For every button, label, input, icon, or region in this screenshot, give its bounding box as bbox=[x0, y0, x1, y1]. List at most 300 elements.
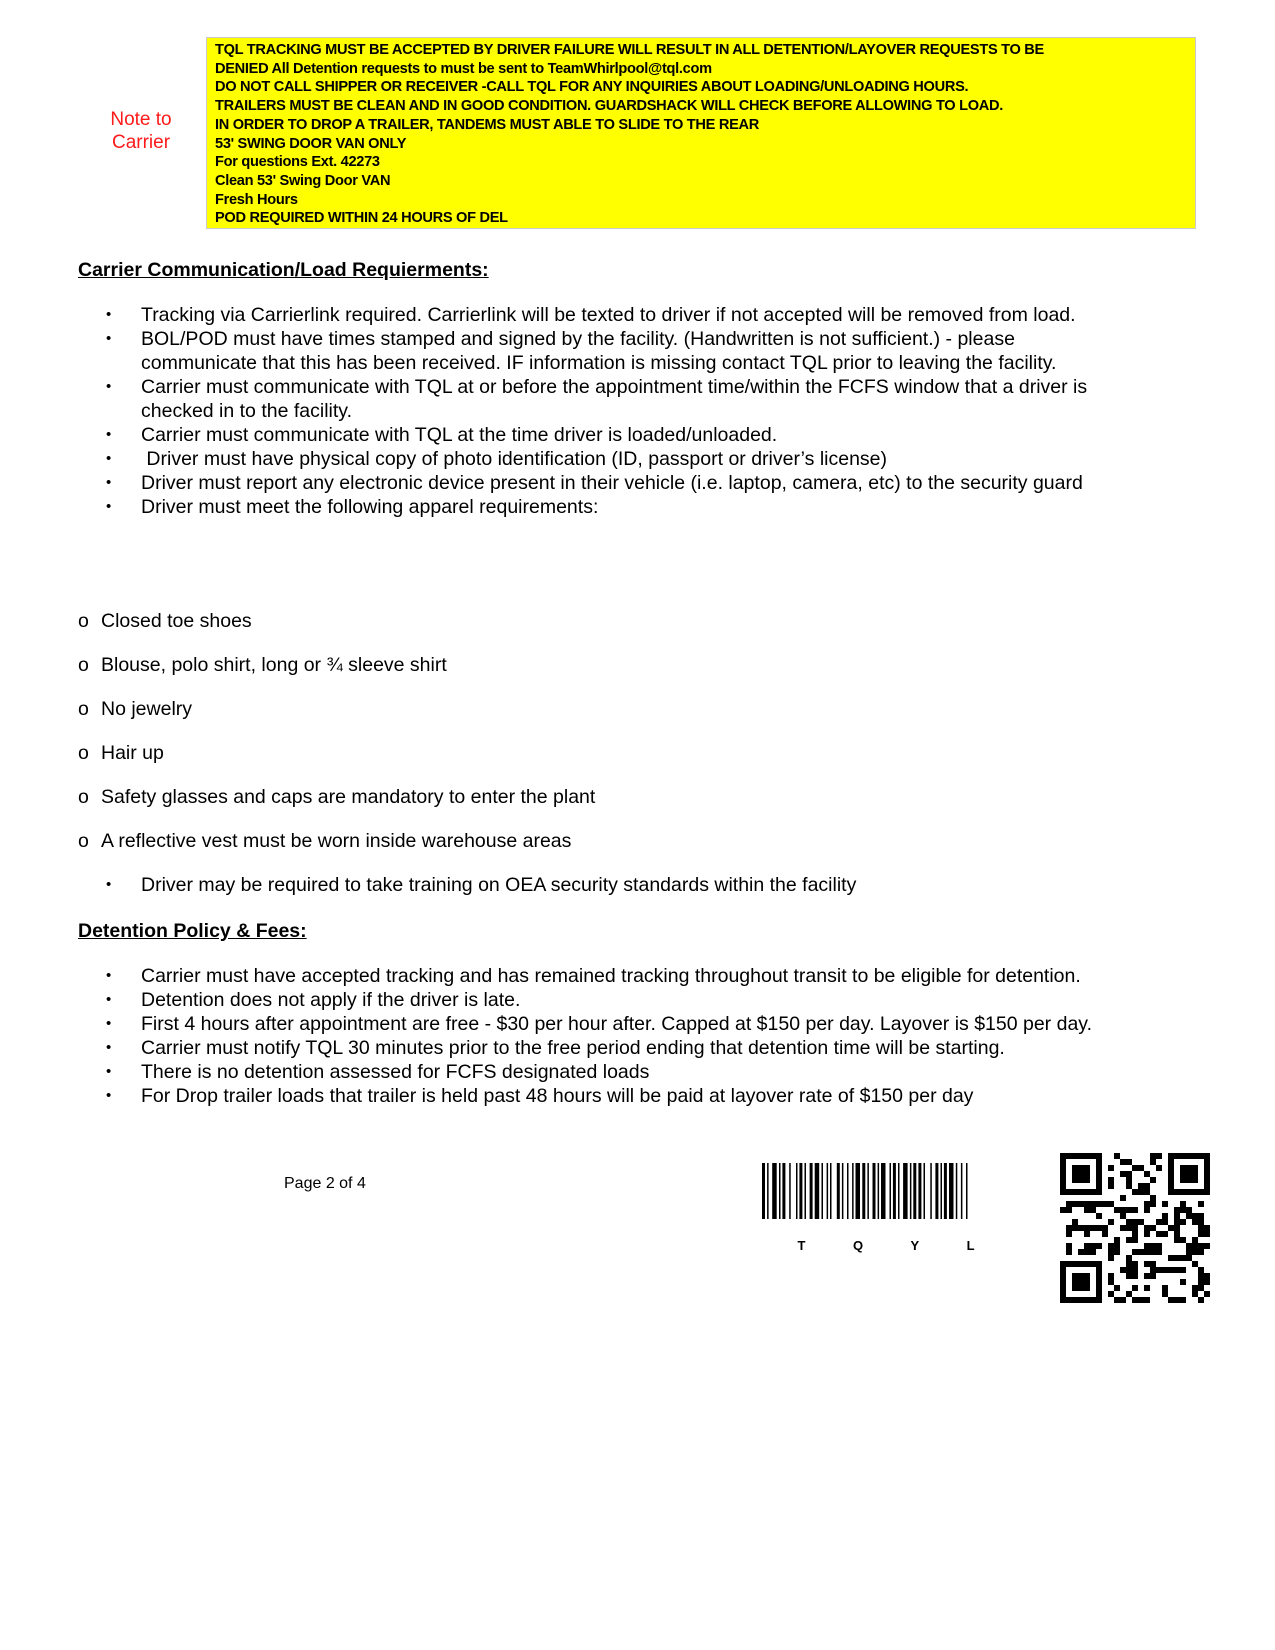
qr-module bbox=[1156, 1249, 1162, 1255]
barcode-bar bbox=[956, 1163, 958, 1219]
qr-module bbox=[1114, 1237, 1120, 1243]
note-line: TRAILERS MUST BE CLEAN AND IN GOOD CONDITION. GUARDSHACK WILL CHECK BEFORE ALLOWING TO LOAD. bbox=[215, 98, 1004, 115]
qr-module bbox=[1144, 1261, 1150, 1267]
qr-module bbox=[1066, 1249, 1072, 1255]
qr-module bbox=[1132, 1249, 1138, 1255]
qr-module bbox=[1150, 1249, 1156, 1255]
barcode-bar bbox=[893, 1163, 896, 1219]
barcode-bar bbox=[852, 1163, 854, 1219]
qr-module bbox=[1132, 1285, 1138, 1291]
qr-module bbox=[1150, 1201, 1156, 1207]
qr-module bbox=[1150, 1267, 1156, 1273]
qr-module bbox=[1156, 1219, 1162, 1225]
qr-module bbox=[1096, 1225, 1102, 1231]
apparel-item-text: No jewelry bbox=[101, 698, 193, 720]
barcode-bar bbox=[815, 1163, 820, 1219]
qr-module bbox=[1114, 1207, 1120, 1213]
qr-module bbox=[1186, 1255, 1192, 1261]
detention-policy-heading: Detention Policy & Fees: bbox=[78, 920, 307, 942]
qr-module bbox=[1066, 1225, 1072, 1231]
qr-module bbox=[1198, 1297, 1204, 1303]
qr-module bbox=[1150, 1261, 1156, 1267]
qr-module bbox=[1168, 1255, 1174, 1261]
list-item-text: There is no detention assessed for FCFS designated loads bbox=[141, 1061, 650, 1083]
qr-module bbox=[1126, 1177, 1132, 1183]
qr-module bbox=[1156, 1153, 1162, 1159]
list-item-text: Carrier must communicate with TQL at the time driver is loaded/unloaded. bbox=[141, 424, 778, 446]
list-item bbox=[100, 1012, 1100, 1036]
apparel-item bbox=[78, 697, 595, 741]
qr-module bbox=[1204, 1225, 1210, 1231]
qr-module bbox=[1120, 1267, 1126, 1273]
qr-module bbox=[1084, 1249, 1090, 1255]
barcode-bar bbox=[827, 1163, 829, 1219]
apparel-item-text: Closed toe shoes bbox=[101, 610, 252, 632]
qr-module bbox=[1126, 1267, 1132, 1273]
qr-module bbox=[1072, 1219, 1078, 1225]
qr-module bbox=[1192, 1243, 1198, 1249]
barcode-bar bbox=[767, 1163, 769, 1219]
qr-module bbox=[1198, 1249, 1204, 1255]
qr-module bbox=[1144, 1183, 1150, 1189]
qr-module bbox=[1096, 1201, 1102, 1207]
qr-module bbox=[1138, 1183, 1144, 1189]
bullet-icon: • bbox=[106, 1015, 112, 1032]
qr-module bbox=[1162, 1201, 1168, 1207]
apparel-item bbox=[78, 609, 595, 653]
barcode-bar bbox=[941, 1163, 943, 1219]
qr-module bbox=[1174, 1231, 1180, 1237]
barcode-bar bbox=[847, 1163, 849, 1219]
qr-module bbox=[1198, 1273, 1204, 1279]
qr-module bbox=[1108, 1201, 1114, 1207]
qr-module bbox=[1126, 1171, 1132, 1177]
qr-module bbox=[1204, 1279, 1210, 1285]
qr-module bbox=[1174, 1297, 1180, 1303]
qr-module bbox=[1180, 1297, 1186, 1303]
qr-module bbox=[1114, 1285, 1120, 1291]
qr-module bbox=[1108, 1183, 1114, 1189]
qr-module bbox=[1204, 1291, 1210, 1297]
qr-module bbox=[1168, 1225, 1174, 1231]
circle-bullet-icon: o bbox=[78, 654, 89, 676]
barcode-bar bbox=[830, 1163, 832, 1219]
qr-module bbox=[1126, 1219, 1132, 1225]
qr-module bbox=[1192, 1261, 1198, 1267]
circle-bullet-icon: o bbox=[78, 786, 89, 808]
bullet-icon: • bbox=[106, 450, 112, 467]
barcode-bar bbox=[856, 1163, 861, 1219]
note-line: DENIED All Detention requests to must be sent to TeamWhirlpool@tql.com bbox=[215, 60, 712, 77]
qr-module bbox=[1108, 1165, 1114, 1171]
note-line: For questions Ext. 42273 bbox=[215, 154, 380, 171]
note-line: IN ORDER TO DROP A TRAILER, TANDEMS MUST ABLE TO SLIDE TO THE REAR bbox=[215, 116, 759, 133]
qr-module bbox=[1174, 1255, 1180, 1261]
barcode-bar bbox=[924, 1163, 926, 1219]
list-item bbox=[100, 327, 1100, 375]
bullet-icon: • bbox=[106, 1039, 112, 1056]
qr-module bbox=[1150, 1159, 1156, 1165]
qr-module bbox=[1180, 1207, 1186, 1213]
barcode-bar bbox=[772, 1163, 777, 1219]
barcode-text: T Q Y L bbox=[797, 1238, 997, 1253]
qr-module bbox=[1144, 1189, 1150, 1195]
qr-module bbox=[1150, 1153, 1156, 1159]
qr-module bbox=[1090, 1249, 1096, 1255]
qr-module bbox=[1060, 1207, 1066, 1213]
qr-module bbox=[1138, 1165, 1144, 1171]
qr-module bbox=[1126, 1291, 1132, 1297]
qr-module bbox=[1108, 1249, 1114, 1255]
qr-module bbox=[1144, 1225, 1150, 1231]
list-item bbox=[100, 495, 1100, 519]
bullet-icon: • bbox=[106, 991, 112, 1008]
list-item bbox=[100, 375, 1100, 423]
detention-policy-list bbox=[100, 964, 1100, 1108]
qr-module bbox=[1066, 1207, 1072, 1213]
qr-module bbox=[1192, 1213, 1198, 1219]
qr-module bbox=[1150, 1273, 1156, 1279]
qr-module bbox=[1144, 1243, 1150, 1249]
qr-module bbox=[1096, 1243, 1102, 1249]
barcode-bar bbox=[862, 1163, 865, 1219]
qr-module bbox=[1120, 1195, 1126, 1201]
qr-module bbox=[1156, 1165, 1162, 1171]
qr-module bbox=[1198, 1285, 1204, 1291]
qr-module bbox=[1072, 1273, 1090, 1291]
qr-module bbox=[1120, 1297, 1126, 1303]
barcode-bar bbox=[949, 1163, 954, 1219]
qr-module bbox=[1180, 1279, 1186, 1285]
note-line: TQL TRACKING MUST BE ACCEPTED BY DRIVER FAILURE WILL RESULT IN ALL DETENTION/LAYOVER REQUESTS TO BE bbox=[215, 42, 1044, 58]
qr-module bbox=[1162, 1291, 1168, 1297]
qr-module bbox=[1192, 1291, 1198, 1297]
qr-module bbox=[1168, 1267, 1174, 1273]
qr-module bbox=[1204, 1243, 1210, 1249]
qr-module bbox=[1144, 1207, 1150, 1213]
qr-module bbox=[1174, 1225, 1180, 1231]
barcode-bar bbox=[918, 1163, 921, 1219]
bullet-icon: • bbox=[106, 378, 112, 395]
qr-module bbox=[1144, 1297, 1150, 1303]
carrier-note-box bbox=[206, 37, 1196, 229]
barcode-bar bbox=[930, 1163, 932, 1219]
qr-module bbox=[1180, 1165, 1198, 1183]
barcode-bar bbox=[935, 1163, 938, 1219]
barcode-bar bbox=[762, 1163, 765, 1219]
qr-module bbox=[1138, 1189, 1144, 1195]
qr-module bbox=[1150, 1243, 1156, 1249]
qr-module bbox=[1180, 1201, 1186, 1207]
list-item bbox=[100, 1060, 1100, 1084]
barcode-bar bbox=[782, 1163, 785, 1219]
qr-module bbox=[1198, 1213, 1204, 1219]
qr-module bbox=[1090, 1225, 1096, 1231]
qr-module bbox=[1150, 1195, 1156, 1201]
bullet-icon: • bbox=[106, 330, 112, 347]
qr-module bbox=[1138, 1219, 1144, 1225]
qr-module bbox=[1132, 1231, 1138, 1237]
qr-module bbox=[1102, 1225, 1108, 1231]
qr-module bbox=[1162, 1219, 1168, 1225]
qr-module bbox=[1084, 1243, 1090, 1249]
circle-bullet-icon: o bbox=[78, 830, 89, 852]
barcode-bar bbox=[961, 1163, 963, 1219]
qr-module bbox=[1162, 1213, 1168, 1219]
qr-module bbox=[1198, 1243, 1204, 1249]
list-item-text: Driver must report any electronic device present in their vehicle (i.e. laptop, camera, etc) to the security guard bbox=[141, 472, 1083, 494]
qr-module bbox=[1126, 1225, 1132, 1231]
qr-module bbox=[1084, 1207, 1090, 1213]
note-line: POD REQUIRED WITHIN 24 HOURS OF DEL bbox=[215, 210, 508, 227]
list-item bbox=[100, 423, 1100, 447]
apparel-item-text: Blouse, polo shirt, long or ¾ sleeve shirt bbox=[101, 654, 447, 676]
bullet-icon: • bbox=[106, 1087, 112, 1104]
qr-module bbox=[1066, 1231, 1072, 1237]
list-item bbox=[100, 988, 1100, 1012]
barcode-bar bbox=[805, 1163, 807, 1219]
qr-module bbox=[1108, 1177, 1114, 1183]
qr-module bbox=[1108, 1243, 1114, 1249]
training-list bbox=[100, 873, 1100, 897]
qr-module bbox=[1108, 1291, 1114, 1297]
qr-module bbox=[1084, 1225, 1090, 1231]
qr-module bbox=[1180, 1267, 1186, 1273]
barcode-bar bbox=[822, 1163, 824, 1219]
barcode-bars bbox=[762, 1163, 968, 1219]
circle-bullet-icon: o bbox=[78, 698, 89, 720]
qr-module bbox=[1108, 1279, 1114, 1285]
qr-module bbox=[1096, 1213, 1102, 1219]
qr-module bbox=[1066, 1201, 1072, 1207]
qr-module bbox=[1120, 1159, 1126, 1165]
qr-module bbox=[1150, 1177, 1156, 1183]
note-to-carrier-label bbox=[96, 108, 186, 154]
note-line: 53' SWING DOOR VAN ONLY bbox=[215, 135, 407, 152]
qr-module bbox=[1192, 1219, 1198, 1225]
page-number: Page 2 of 4 bbox=[284, 1175, 366, 1192]
barcode-bar bbox=[842, 1163, 844, 1219]
qr-module bbox=[1198, 1219, 1204, 1225]
qr-module bbox=[1162, 1285, 1168, 1291]
apparel-item bbox=[78, 785, 595, 829]
list-item bbox=[100, 471, 1100, 495]
qr-module bbox=[1114, 1297, 1120, 1303]
qr-module bbox=[1132, 1297, 1138, 1303]
qr-module bbox=[1126, 1261, 1132, 1267]
qr-module bbox=[1198, 1279, 1204, 1285]
qr-module bbox=[1174, 1237, 1180, 1243]
list-item-text: Driver may be required to take training on OEA security standards within the facility bbox=[141, 874, 857, 896]
list-item-text: Tracking via Carrierlink required. Carrierlink will be texted to driver if not accepted will be removed from load. bbox=[141, 304, 1076, 326]
qr-module bbox=[1078, 1249, 1084, 1255]
qr-module bbox=[1132, 1165, 1138, 1171]
qr-module bbox=[1108, 1219, 1114, 1225]
bullet-icon: • bbox=[106, 474, 112, 491]
barcode-bar bbox=[789, 1163, 791, 1219]
qr-module bbox=[1156, 1267, 1162, 1273]
note-label-line-1: Note to bbox=[110, 109, 172, 130]
circle-bullet-icon: o bbox=[78, 610, 89, 632]
qr-module bbox=[1198, 1231, 1204, 1237]
qr-module bbox=[1138, 1249, 1144, 1255]
qr-module bbox=[1180, 1237, 1186, 1243]
barcode-bar bbox=[898, 1163, 900, 1219]
qr-module bbox=[1144, 1201, 1150, 1207]
qr-module bbox=[1186, 1213, 1192, 1219]
list-item-text: Carrier must communicate with TQL at or before the appointment time/within the FCFS window that a driver is checked in to the facility. bbox=[141, 376, 1088, 422]
barcode-bar bbox=[890, 1163, 892, 1219]
qr-module bbox=[1120, 1171, 1126, 1177]
apparel-requirements-list bbox=[78, 609, 595, 873]
qr-module bbox=[1162, 1267, 1168, 1273]
list-item bbox=[100, 873, 1100, 897]
qr-module bbox=[1144, 1171, 1150, 1177]
qr-module bbox=[1186, 1243, 1192, 1249]
qr-module bbox=[1198, 1267, 1204, 1273]
qr-module bbox=[1126, 1207, 1132, 1213]
qr-module bbox=[1108, 1255, 1114, 1261]
barcode-bar bbox=[873, 1163, 876, 1219]
qr-module bbox=[1198, 1225, 1204, 1231]
barcode bbox=[762, 1163, 1044, 1253]
qr-module bbox=[1132, 1261, 1138, 1267]
qr-module bbox=[1108, 1273, 1114, 1279]
qr-module bbox=[1114, 1243, 1120, 1249]
circle-bullet-icon: o bbox=[78, 742, 89, 764]
qr-module bbox=[1126, 1273, 1132, 1279]
barcode-bar bbox=[867, 1163, 869, 1219]
qr-module bbox=[1126, 1255, 1132, 1261]
barcode-bar bbox=[913, 1163, 916, 1219]
list-item-text: Carrier must notify TQL 30 minutes prior to the free period ending that detention time will be starting. bbox=[141, 1037, 1005, 1059]
list-item bbox=[100, 303, 1100, 327]
barcode-bar bbox=[944, 1163, 947, 1219]
bullet-icon: • bbox=[106, 426, 112, 443]
qr-module bbox=[1072, 1165, 1090, 1183]
qr-module bbox=[1180, 1219, 1186, 1225]
list-item-text: Driver must meet the following apparel requirements: bbox=[141, 496, 599, 518]
list-item bbox=[100, 1036, 1100, 1060]
list-item-text: Carrier must have accepted tracking and has remained tracking throughout transit to be eligible for detention. bbox=[141, 965, 1081, 987]
qr-module bbox=[1132, 1219, 1138, 1225]
qr-module bbox=[1072, 1225, 1078, 1231]
qr-module bbox=[1078, 1225, 1084, 1231]
qr-code bbox=[1060, 1153, 1210, 1303]
qr-module bbox=[1174, 1213, 1180, 1219]
qr-module bbox=[1084, 1231, 1090, 1237]
list-item bbox=[100, 1084, 1100, 1108]
list-item-text: BOL/POD must have times stamped and signed by the facility. (Handwritten is not sufficient.) - please communicate that this has been received. IF information is missing contact TQL prior to leaving the facility. bbox=[141, 328, 1057, 374]
qr-module bbox=[1174, 1267, 1180, 1273]
qr-module bbox=[1144, 1231, 1150, 1237]
note-line: Fresh Hours bbox=[215, 191, 298, 208]
bullet-icon: • bbox=[106, 876, 112, 893]
list-item bbox=[100, 447, 1100, 471]
barcode-bar bbox=[796, 1163, 798, 1219]
qr-module bbox=[1126, 1183, 1132, 1189]
qr-module bbox=[1174, 1219, 1180, 1225]
qr-module bbox=[1132, 1225, 1138, 1231]
list-item-text: Driver must have physical copy of photo identification (ID, passport or driver’s license) bbox=[141, 448, 888, 470]
qr-module bbox=[1150, 1225, 1156, 1231]
apparel-item-text: A reflective vest must be worn inside warehouse areas bbox=[101, 830, 572, 852]
qr-module bbox=[1156, 1231, 1162, 1237]
barcode-bar bbox=[903, 1163, 908, 1219]
barcode-bar bbox=[810, 1163, 813, 1219]
qr-module bbox=[1138, 1297, 1144, 1303]
list-item bbox=[100, 964, 1100, 988]
qr-module bbox=[1114, 1249, 1120, 1255]
qr-module bbox=[1126, 1237, 1132, 1243]
qr-module bbox=[1132, 1207, 1138, 1213]
barcode-bar bbox=[837, 1163, 840, 1219]
apparel-item-text: Safety glasses and caps are mandatory to enter the plant bbox=[101, 786, 596, 808]
qr-module bbox=[1192, 1249, 1198, 1255]
qr-module bbox=[1192, 1285, 1198, 1291]
bullet-icon: • bbox=[106, 967, 112, 984]
qr-module bbox=[1186, 1207, 1192, 1213]
qr-modules bbox=[1060, 1153, 1210, 1303]
qr-module bbox=[1198, 1201, 1204, 1207]
note-line: Clean 53' Swing Door VAN bbox=[215, 172, 391, 189]
qr-module bbox=[1066, 1243, 1072, 1249]
qr-module bbox=[1120, 1207, 1126, 1213]
qr-module bbox=[1144, 1249, 1150, 1255]
carrier-requirements-heading: Carrier Communication/Load Requierments: bbox=[78, 259, 489, 281]
qr-module bbox=[1174, 1207, 1180, 1213]
barcode-bar bbox=[878, 1163, 880, 1219]
note-label-line-2: Carrier bbox=[111, 132, 171, 153]
barcode-bar bbox=[779, 1163, 781, 1219]
list-item-text: For Drop trailer loads that trailer is held past 48 hours will be paid at layover rate of $150 per day bbox=[141, 1085, 974, 1107]
qr-module bbox=[1078, 1201, 1084, 1207]
qr-module bbox=[1204, 1231, 1210, 1237]
qr-module bbox=[1204, 1273, 1210, 1279]
qr-module bbox=[1132, 1267, 1138, 1273]
qr-module bbox=[1120, 1225, 1126, 1231]
qr-module bbox=[1162, 1231, 1168, 1237]
qr-module bbox=[1090, 1201, 1096, 1207]
list-item-text: Detention does not apply if the driver is late. bbox=[141, 989, 521, 1011]
carrier-requirements-list bbox=[100, 303, 1100, 519]
qr-module bbox=[1090, 1243, 1096, 1249]
list-item-text: First 4 hours after appointment are free - $30 per hour after. Capped at $150 per day. Layover is $150 per day. bbox=[141, 1013, 1093, 1035]
barcode-bar bbox=[881, 1163, 886, 1219]
qr-module bbox=[1192, 1237, 1198, 1243]
qr-module bbox=[1090, 1207, 1096, 1213]
bullet-icon: • bbox=[106, 498, 112, 515]
qr-module bbox=[1120, 1213, 1126, 1219]
qr-module bbox=[1072, 1201, 1078, 1207]
qr-module bbox=[1180, 1255, 1186, 1261]
bullet-icon: • bbox=[106, 1063, 112, 1080]
apparel-item bbox=[78, 653, 595, 697]
qr-module bbox=[1144, 1285, 1150, 1291]
apparel-item-text: Hair up bbox=[101, 742, 164, 764]
qr-module bbox=[1102, 1201, 1108, 1207]
qr-module bbox=[1186, 1249, 1192, 1255]
qr-module bbox=[1084, 1201, 1090, 1207]
qr-module bbox=[1156, 1243, 1162, 1249]
qr-module bbox=[1132, 1189, 1138, 1195]
qr-module bbox=[1126, 1159, 1132, 1165]
qr-module bbox=[1102, 1231, 1108, 1237]
qr-module bbox=[1114, 1153, 1120, 1159]
qr-module bbox=[1144, 1273, 1150, 1279]
note-line: DO NOT CALL SHIPPER OR RECEIVER -CALL TQL FOR ANY INQUIRIES ABOUT LOADING/UNLOADING HOURS. bbox=[215, 79, 969, 96]
qr-module bbox=[1132, 1237, 1138, 1243]
